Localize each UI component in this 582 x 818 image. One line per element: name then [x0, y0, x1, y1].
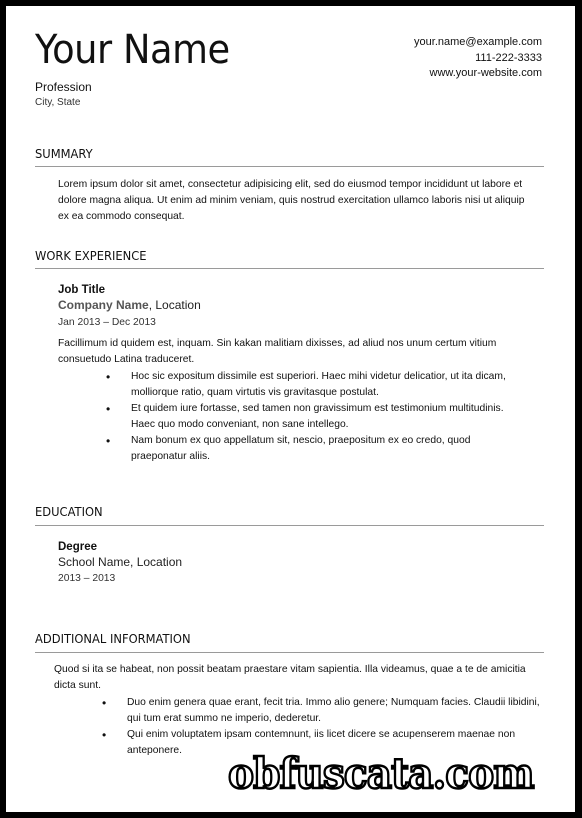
job-description: Facillimum id quidem est, inquam. Sin kakan malitiam dixisses, ad aliud nos unum certum vitium consuetudo Latina traduceret. — [58, 338, 497, 365]
list-item: • Et quidem iure fortasse, sed tamen non gravissimum est testimonium multitudinis. Haec quo modo conveniant, non sane intellego. — [131, 401, 516, 433]
list-item: • Qui enim voluptatem ipsam contemnunt, iis licet dicere se acupenserem maenae non anteponere. — [127, 727, 547, 759]
email-link[interactable]: your.name@example.com — [414, 36, 542, 48]
candidate-name: Your Name — [35, 27, 230, 73]
profession: Profession — [35, 80, 92, 94]
list-item: • Duo enim genera quae erant, fecit tria. Immo alio genere; Numquam facies. Claudii libidini, qui tum erat summo ne imperio, dederetur. — [127, 695, 547, 727]
watermark: obfuscata.com — [228, 749, 534, 798]
job-dates: Jan 2013 – Dec 2013 — [58, 317, 156, 328]
summary-divider — [35, 166, 544, 167]
job-bullet-list — [131, 369, 516, 465]
contact-block — [414, 35, 542, 82]
list-item: • Nam bonum ex quo appellatum sit, nescio, praepositum ex eo credo, quod praeponatur aliis. — [131, 433, 516, 465]
education-heading: EDUCATION — [35, 504, 103, 519]
website-link[interactable]: www.your-website.com — [429, 67, 542, 79]
education-dates: 2013 – 2013 — [58, 573, 116, 584]
additional-info-heading: ADDITIONAL INFORMATION — [35, 631, 191, 646]
company-location: , Location — [148, 298, 201, 312]
resume-page — [6, 6, 575, 812]
school-line: School Name, Location — [58, 555, 183, 569]
city-state: City, State — [35, 97, 81, 108]
education-divider — [35, 525, 544, 526]
degree: Degree — [58, 541, 97, 553]
company-line — [58, 298, 201, 312]
additional-info-text: Quod si ita se habeat, non possit beatam praestare vitam sapientia. Illa videamus, quae a te de amicitia dicta sunt. — [54, 664, 526, 691]
list-item: • Hoc sic expositum dissimile est superiori. Haec mihi videtur delicatior, ut ita dicam, molliorque ratio, quam virtutis vis gravitasque postulat. — [131, 369, 516, 401]
work-experience-divider — [35, 268, 544, 269]
summary-heading: SUMMARY — [35, 146, 93, 161]
work-experience-heading: WORK EXPERIENCE — [35, 248, 147, 263]
summary-text: Lorem ipsum dolor sit amet, consectetur adipisicing elit, sed do eiusmod tempor incididunt ut labore et dolore magna aliqua. Ut enim ad minim veniam, quis nostrud exercitation ullamco laboris nisi ut aliquip ex ea commodo consequat. — [58, 179, 525, 222]
phone-number: 111-222-3333 — [475, 51, 542, 64]
job-title: Job Title — [58, 284, 106, 296]
company-name: Company Name — [58, 298, 149, 312]
additional-info-divider — [35, 652, 544, 653]
